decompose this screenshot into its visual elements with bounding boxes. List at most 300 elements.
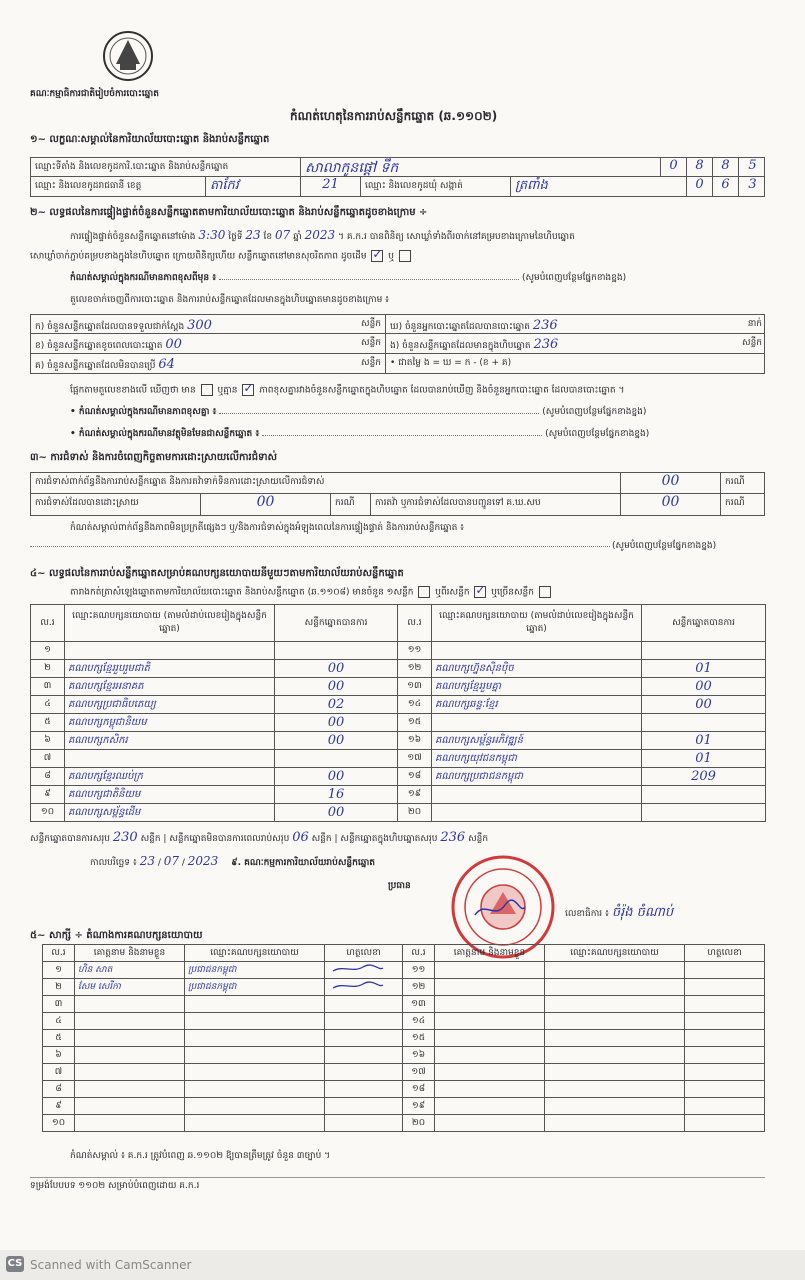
witness-name (435, 1098, 545, 1115)
counts-row-2 (30, 334, 765, 354)
province-code: 21 (301, 177, 361, 196)
table-row (31, 714, 766, 732)
witness-party (545, 962, 685, 979)
bullet2-line (70, 428, 760, 441)
witness-signature (685, 1064, 765, 1081)
unit-label: ករណី (725, 477, 745, 487)
party-name: គណបក្សប្រជាធិបតេយ្យ (65, 696, 275, 714)
bullet2-dots (262, 435, 542, 436)
col-no: ល.រ (398, 605, 432, 642)
document-title: កំណត់ហេតុនៃការរាប់សន្លឹកឆ្នោត (ឆ.១១០២) (290, 109, 498, 123)
total-valid-value: 230 (112, 830, 138, 845)
witness-signature (325, 1064, 403, 1081)
witness-signature (325, 996, 403, 1013)
row-number: ១៩ (398, 786, 432, 804)
section4-title: ៤~ លទ្ធផលនៃការរាប់សន្លឹកឆ្នោតសម្រាប់គណបក្សនយោបាយនីមួយៗតាមការិយាល័យរាប់សន្លឹកឆ្នោត (30, 568, 404, 579)
seal-check-text: សោឃ្លាំចាក់ភ្ជាប់គម្របខាងក្នុងនៃហិបឆ្នោត ក្រោយពិនិត្យហើយ សន្លឹកឆ្នោតនៅមានសុចរិតភាព ដូចដើម (30, 251, 367, 262)
row-number: ១១ (398, 642, 432, 660)
table-row (31, 786, 766, 804)
camscanner-icon: CS (6, 1256, 24, 1272)
col-party: ឈ្មោះគណបក្សនយោបាយ (545, 945, 685, 962)
row-number: ២០ (398, 804, 432, 822)
final-note: កំណត់សម្គាល់ ៖ គ.ក.រ ត្រូវបំពេញ ឆ.១១០២ ឱ្យបានត្រឹមត្រូវ ចំនួន ៣ច្បាប់ ។ (70, 1151, 331, 1161)
commune-value: ត្រពាំង (511, 177, 687, 196)
commune-code-digit: 6 (713, 177, 739, 196)
unit-label: សន្លឹក (361, 358, 381, 368)
counts-intro: តួលេខចាក់ចេញពីការបោះឆ្នោត និងការរាប់សន្លឹកឆ្នោតដែលមានក្នុងហិបឆ្នោតមានដូចខាងក្រោម ៖ (70, 295, 390, 305)
party-name: គណបក្សហ្វ៊ុនស៊ិនប៉ិច (432, 660, 642, 678)
no-difference-checkbox[interactable] (242, 384, 254, 396)
unit-label: សន្លឹក (361, 319, 381, 329)
unused-ballots (31, 354, 386, 373)
table-row (31, 678, 766, 696)
row-number: ១៧ (398, 750, 432, 768)
witness-signature (685, 1030, 765, 1047)
witness-name (75, 1064, 185, 1081)
witness-party (545, 1064, 685, 1081)
commune-label: ឈ្មោះ និងលេខកូដឃុំ សង្កាត់ (361, 177, 511, 196)
party-votes (275, 750, 398, 768)
party-name (432, 642, 642, 660)
party-votes: 16 (275, 786, 398, 804)
witness-party (185, 1030, 325, 1047)
witness-name (435, 962, 545, 979)
section1-title: ១~ លក្ខណៈសម្គាល់នៃការិយាល័យបោះឆ្នោត និងរាប់សន្លឹកឆ្នោត (30, 134, 270, 145)
witness-party (545, 979, 685, 996)
bullet2-label: • កំណត់សម្គាល់ក្នុងករណីមានវត្ថុមិនមែនជាសន្លឹកឆ្នោត ៖ (70, 429, 260, 439)
table-row (43, 1081, 765, 1098)
table-row (43, 1047, 765, 1064)
witness-name (435, 1013, 545, 1030)
row-number: ២ (31, 660, 65, 678)
location-value: សាលាកូនផ្តៅ ទឹក (301, 158, 661, 176)
party-votes: 02 (275, 696, 398, 714)
spoiled-value: 00 (165, 337, 182, 352)
totals-line: សន្លឹកឆ្នោតបានការសរុប 230 សន្លឹក | សន្លឹកឆ្នោតមិនបានការពេលរាប់សរុប 06 សន្លឹក | សន្លឹកឆ្នោតក្នុងហិបឆ្នោតសរុប 236 សន្លឹក (30, 830, 489, 845)
committee-name: គណៈកម្មាធិការជាតិរៀបចំការបោះឆ្នោត (30, 89, 159, 99)
resolved-label: ការជំទាស់ដែលបានដោះស្រាយ (31, 494, 201, 515)
counts-row-3 (30, 354, 765, 374)
witness-party (185, 1013, 325, 1030)
discrepancy-text: ផ្អែកតាមតួលេខខាងលើ ឃើញថា មាន (70, 385, 196, 396)
witness-name (75, 1013, 185, 1030)
received-ballots (31, 315, 386, 333)
verification-day: 23 (245, 228, 261, 242)
form-footer: ទម្រង់បែបបទ ១១០២ សម្រាប់បំពេញដោយ គ.ក.រ (30, 1177, 765, 1193)
witness-party (545, 1098, 685, 1115)
verification-text-tail: ។ គ.ក.រ បានពិនិត្យ សោឃ្លាំទាំងពីរចាក់នៅគម្របខាងក្រោមនៃហិបឆ្នោត (338, 232, 575, 242)
col-no: ល.រ (31, 605, 65, 642)
received-value: 300 (187, 318, 212, 333)
row-number: ៦ (43, 1047, 75, 1064)
difference-note-dots (219, 279, 519, 280)
party-name (432, 714, 642, 732)
row-number: ១ (43, 962, 75, 979)
row-number: ១០ (31, 804, 65, 822)
table-row (31, 732, 766, 750)
party-votes: 00 (275, 714, 398, 732)
year-label: ឆ្នាំ (293, 232, 302, 242)
witness-signature (685, 979, 765, 996)
row-number: ១៥ (403, 1030, 435, 1047)
total-invalid-value: 06 (292, 830, 309, 845)
witness-name (435, 1030, 545, 1047)
witness-party (185, 1115, 325, 1132)
col-sign: ហត្ថលេខា (685, 945, 765, 962)
unit-label: ករណី (725, 498, 745, 508)
resolved-value: 00 (201, 494, 331, 515)
total-box-label: សន្លឹកឆ្នោតក្នុងហិបឆ្នោតសរុប (340, 834, 438, 844)
spoiled-ballots (31, 334, 386, 353)
party-votes: 00 (275, 732, 398, 750)
party-name (65, 642, 275, 660)
party-name: គណបក្សយុវជនកម្ពុជា (432, 750, 642, 768)
location-row (30, 157, 765, 177)
witness-name (435, 1064, 545, 1081)
two-sheets-checkbox[interactable] (474, 586, 486, 598)
verification-time: 3:30 (198, 228, 226, 242)
party-votes: 00 (642, 696, 766, 714)
witness-signature (325, 1081, 403, 1098)
chair-label: ប្រធាន (388, 881, 411, 891)
unused-value: 64 (158, 357, 175, 372)
table-row (43, 996, 765, 1013)
unit-label: ករណី (331, 494, 371, 515)
chair-signature (470, 895, 530, 925)
commune-code-digit: 0 (687, 177, 713, 196)
row-number: ១៦ (398, 732, 432, 750)
witness-signature (325, 1098, 403, 1115)
row-number: ៣ (31, 678, 65, 696)
date-label: កាលបរិច្ឆេទ ៖ (90, 858, 137, 868)
witness-signature (325, 1030, 403, 1047)
results-header-row (31, 605, 766, 642)
table-row (43, 1098, 765, 1115)
fill-note: (សូមបំពេញបន្ថែមផ្នែកខាងខ្នង) (612, 541, 717, 551)
date-sign-line: កាលបរិច្ឆេទ ៖ 23 / 07 / 2023 ៩. គណៈកម្មការការិយាល័យរាប់សន្លឹកឆ្នោត (90, 854, 375, 868)
date-month: 07 (163, 854, 180, 868)
objections-value: 00 (621, 473, 721, 493)
row-number: ៧ (31, 750, 65, 768)
party-votes (642, 804, 766, 822)
forwarded-value: 00 (621, 494, 721, 515)
unit-label: សន្លឹក (311, 834, 332, 844)
col-name: គោត្តនាម និងនាមខ្លួន (435, 945, 545, 962)
voted-label: ឃ) ចំនួនអ្នកបោះឆ្នោតដែលបានបោះឆ្នោត (390, 322, 530, 332)
party-name: គណបក្សជាតិនិយម (65, 786, 275, 804)
seal-check-line (30, 250, 413, 264)
total-valid-label: សន្លឹកឆ្នោតបានការសរុប (30, 834, 110, 844)
row-number: ៩ (31, 786, 65, 804)
witness-header-row (43, 945, 765, 962)
in-box-label: ង) ចំនួនសន្លឹកឆ្នោតដែលមានក្នុងហិបឆ្នោត (390, 341, 531, 351)
party-name: គណបក្សខ្មែររួបរួមជាតិ (65, 660, 275, 678)
objections-row-1 (30, 472, 765, 494)
party-votes: 01 (642, 660, 766, 678)
witness-party (185, 996, 325, 1013)
witness-signature (325, 1013, 403, 1030)
col-party: ឈ្មោះគណបក្សនយោបាយ (តាមលំដាប់លេខរៀងក្នុងសន្លឹកឆ្នោត) (65, 605, 275, 642)
verification-line (70, 228, 575, 244)
witness-name (75, 1115, 185, 1132)
tally-sheet-line (70, 586, 553, 600)
party-votes (642, 642, 766, 660)
col-no: ល.រ (43, 945, 75, 962)
col-party: ឈ្មោះគណបក្សនយោបាយ (185, 945, 325, 962)
table-row (31, 642, 766, 660)
row-number: ៣ (43, 996, 75, 1013)
location-code-digit: 8 (713, 158, 739, 176)
witness-name (435, 1047, 545, 1064)
witness-signature (325, 979, 403, 996)
witness-name (435, 979, 545, 996)
witness-name (435, 1081, 545, 1098)
province-row (30, 177, 765, 197)
unit-label: សន្លឹក (361, 338, 381, 348)
secretary-label: លេខាធិការ (565, 909, 603, 919)
witness-party (545, 1081, 685, 1098)
party-votes: 00 (275, 768, 398, 786)
col-sign: ហត្ថលេខា (325, 945, 403, 962)
province-value: តាកែវ (206, 177, 301, 196)
many-sheets-label: ឬច្រើនសន្លឹក (491, 587, 534, 598)
party-name: គណបក្សសម្ព័ន្ធអភិវឌ្ឍន៍ (432, 732, 642, 750)
scanner-label: Scanned with CamScanner (30, 1258, 192, 1272)
party-name: គណបក្សកម្ពុជានិយម (65, 714, 275, 732)
section2-title: ២~ លទ្ធផលនៃការផ្ទៀងផ្ទាត់ចំនួនសន្លឹកឆ្នោតតាមការិយាល័យបោះឆ្នោត និងរាប់សន្លឹកឆ្នោតដូចខាងក្រោម ÷ (30, 207, 428, 218)
scanner-footer (0, 1250, 805, 1280)
witness-party (545, 1013, 685, 1030)
party-votes: 00 (275, 678, 398, 696)
location-code-digit: 0 (661, 158, 687, 176)
party-name (432, 804, 642, 822)
irregularities-dots (30, 538, 610, 547)
col-name: គោត្តនាម និងនាមខ្លួន (75, 945, 185, 962)
party-name: គណបក្សសម្ព័ន្ធដើម (65, 804, 275, 822)
row-number: ១៤ (398, 696, 432, 714)
witness-signature (325, 962, 403, 979)
one-sheet-checkbox[interactable] (418, 586, 430, 598)
row-number: ៥ (31, 714, 65, 732)
date-day: 23 (139, 854, 155, 868)
verification-year: 2023 (304, 228, 336, 242)
section5-title: ៥~ សាក្សី ÷ តំណាងការគណបក្សនយោបាយ (30, 930, 203, 941)
objections-label: ការជំទាស់ពាក់ព័ន្ធនឹងការរាប់សន្លឹកឆ្នោត និងការតវ៉ាទាក់ទិនការដោះស្រាយលើការជំទាស់ (31, 473, 621, 493)
row-number: ៨ (43, 1081, 75, 1098)
witness-party (185, 1098, 325, 1115)
col-votes: សន្លឹកឆ្នោតបានការ (275, 605, 398, 642)
many-sheets-checkbox[interactable] (539, 586, 551, 598)
party-votes (642, 786, 766, 804)
unused-label: គ) ចំនួនសន្លឹកឆ្នោតដែលមិនបានប្រើ (35, 361, 156, 371)
row-number: ១២ (398, 660, 432, 678)
party-votes: 01 (642, 750, 766, 768)
nec-emblem-logo (102, 28, 154, 84)
table-row (31, 768, 766, 786)
location-label: ឈ្មោះទីតាំង និងលេខកូដការិ.បោះឆ្នោត និងរាប់សន្លឹកឆ្នោត (31, 158, 301, 176)
witness-party (185, 1081, 325, 1098)
witness-signature (685, 1047, 765, 1064)
row-number: ៥ (43, 1030, 75, 1047)
seal-not-intact-checkbox[interactable] (399, 250, 411, 262)
witness-name (75, 1030, 185, 1047)
signature-scribble (328, 963, 388, 975)
party-results-table (30, 604, 766, 822)
witness-name: ហិន សាត (75, 962, 185, 979)
row-number: ៤ (43, 1013, 75, 1030)
no-difference-label: ឬគ្មាន (217, 385, 238, 396)
party-name (432, 786, 642, 804)
witness-party (545, 1047, 685, 1064)
row-number: ២០ (403, 1115, 435, 1132)
ballots-in-box (386, 334, 766, 353)
witness-signature (685, 1098, 765, 1115)
difference-note-line (70, 272, 760, 285)
witness-party: ប្រជាជនកម្ពុជា (185, 962, 325, 979)
witness-signature (325, 1047, 403, 1064)
row-number: ៦ (31, 732, 65, 750)
location-code-digit: 5 (748, 158, 757, 173)
witness-party (185, 1047, 325, 1064)
row-number: ១៦ (403, 1047, 435, 1064)
or-label: ឬ (388, 251, 395, 262)
total-box-value: 236 (440, 830, 466, 845)
month-label: ខែ (263, 232, 273, 242)
party-votes: 01 (642, 732, 766, 750)
witness-party (545, 1115, 685, 1132)
row-number: ១៣ (398, 678, 432, 696)
witness-name (75, 1047, 185, 1064)
committee-sign-label: ៩. គណៈកម្មការការិយាល័យរាប់សន្លឹកឆ្នោត (231, 858, 375, 868)
secretary-name: ចំរ៉ុង ចំណាប់ (611, 905, 674, 920)
irregularities-note: កំណត់សម្គាល់ពាក់ព័ន្ធនឹងភាពមិនប្រក្រតីផ្សេងៗ ឬ/និងការជំទាស់ក្នុងអំឡុងពេលនៃការផ្ទៀងផ្ទាត់ និងការរាប់សន្លឹកឆ្នោត ៖ (70, 523, 465, 533)
in-box-value: 236 (533, 337, 559, 352)
section3-title: ៣~ ការជំទាស់ និងការចំពេញកិច្ចតាមការដោះស្រាយលើការជំទាស់ (30, 452, 278, 463)
witness-signature (685, 1081, 765, 1098)
verification-month: 07 (275, 228, 291, 242)
table-row (43, 962, 765, 979)
witness-name (435, 996, 545, 1013)
received-label: ក) ចំនួនសន្លឹកឆ្នោតដែលបានទទួលជាក់ស្តែង (35, 322, 185, 332)
table-row (43, 979, 765, 996)
witness-signature (685, 1013, 765, 1030)
party-name: គណបក្សខ្មែរអនាគត (65, 678, 275, 696)
witness-signature (685, 996, 765, 1013)
col-party: ឈ្មោះគណបក្សនយោបាយ (តាមលំដាប់លេខរៀងក្នុងសន្លឹកឆ្នោត) (432, 605, 642, 642)
row-number: ១៣ (403, 996, 435, 1013)
party-name (65, 750, 275, 768)
row-number: ១៨ (398, 768, 432, 786)
voters-voted (386, 315, 766, 333)
fill-note: (សូមបំពេញបន្ថែមផ្នែកខាងខ្នង) (521, 273, 627, 283)
table-row (31, 804, 766, 822)
table-row (43, 1013, 765, 1030)
formula: • ជាតម្លៃ ង = ឃ = ក - (ខ + គ) (390, 358, 512, 368)
spoiled-label: ខ) ចំនួនសន្លឹកឆ្នោតខូចពេលបោះឆ្នោត (35, 341, 163, 351)
witness-signature (685, 962, 765, 979)
witness-signature (325, 1115, 403, 1132)
unit-label: នាក់ (747, 319, 762, 329)
row-number: ១០ (43, 1115, 75, 1132)
party-name: គណបក្សប្រជាជនកម្ពុជា (432, 768, 642, 786)
row-number: ១១ (403, 962, 435, 979)
seal-intact-checkbox[interactable] (371, 250, 383, 262)
unit-label: សន្លឹក (742, 338, 762, 348)
witness-party (185, 1064, 325, 1081)
bullet1-label: • កំណត់សម្គាល់ក្នុងករណីមានភាពខុសគ្នា ៖ (70, 407, 217, 417)
row-number: ១៤ (403, 1013, 435, 1030)
unit-label: សន្លឹក (140, 834, 161, 844)
witness-signature (685, 1115, 765, 1132)
witness-name (75, 996, 185, 1013)
province-label: ឈ្មោះ និងលេខកូដរាជធានី ខេត្ត (31, 177, 206, 196)
party-votes: 00 (275, 804, 398, 822)
verification-text: ការផ្ទៀងផ្ទាត់ចំនួនសន្លឹកឆ្នោតនៅម៉ោង (70, 232, 196, 242)
row-number: ៧ (43, 1064, 75, 1081)
fill-note: (សូមបំពេញបន្ថែមផ្នែកខាងខ្នង) (542, 407, 647, 417)
row-number: ៩ (43, 1098, 75, 1115)
two-sheets-label: ឬពីរសន្លឹក (435, 587, 470, 598)
has-difference-checkbox[interactable] (201, 384, 213, 396)
party-name: គណបក្សកសិករ (65, 732, 275, 750)
col-votes: សន្លឹកឆ្នោតបានការ (642, 605, 766, 642)
row-number: ១២ (403, 979, 435, 996)
fill-note: (សូមបំពេញបន្ថែមផ្នែកខាងខ្នង) (545, 429, 650, 439)
voted-value: 236 (532, 318, 558, 333)
party-votes (642, 714, 766, 732)
secretary-line: លេខាធិការ ៖ ចំរ៉ុង ចំណាប់ (565, 905, 674, 920)
witness-name (75, 1081, 185, 1098)
objections-row-2 (30, 494, 765, 516)
row-number: ១ (31, 642, 65, 660)
signature-scribble (328, 980, 388, 992)
party-name: គណបក្សខ្មែរឈប់ក្រ (65, 768, 275, 786)
location-code-digit: 8 (687, 158, 713, 176)
row-number: ៨ (31, 768, 65, 786)
discrepancy-text-tail: ភាពខុសគ្នារវាងចំនួនសន្លឹកឆ្នោតក្នុងហិបឆ្នោត ដែលបានរាប់ឃើញ និងចំនួនអ្នកបោះឆ្នោត ដែលបានបោះឆ្នោត ។ (259, 385, 625, 396)
day-label: ថ្ងៃទី (228, 232, 243, 242)
party-votes: 00 (275, 660, 398, 678)
col-no: ល.រ (403, 945, 435, 962)
party-name: គណបក្សឆន្ទៈខ្មែរ (432, 696, 642, 714)
table-row (43, 1115, 765, 1132)
table-row (31, 696, 766, 714)
row-number: ២ (43, 979, 75, 996)
discrepancy-line (70, 384, 624, 398)
row-number: ១៩ (403, 1098, 435, 1115)
witness-name (75, 1098, 185, 1115)
row-number: ៤ (31, 696, 65, 714)
difference-note-label: កំណត់សម្គាល់ក្នុងករណីមានភាពខុសពីមុន ៖ (70, 273, 217, 283)
bullet1-line (70, 406, 760, 419)
row-number: ១៧ (403, 1064, 435, 1081)
row-number: ១៥ (398, 714, 432, 732)
unit-label: សន្លឹក (468, 834, 489, 844)
table-row (31, 660, 766, 678)
witness-party (545, 996, 685, 1013)
party-votes: 00 (642, 678, 766, 696)
table-row (31, 750, 766, 768)
counts-row-1 (30, 314, 765, 334)
party-votes: 209 (642, 768, 766, 786)
party-name: គណបក្សខ្មែររួមគ្នា (432, 678, 642, 696)
witness-party: ប្រជាជនកម្ពុជា (185, 979, 325, 996)
party-votes (275, 642, 398, 660)
forwarded-label: ការតវ៉ា ឬការជំទាស់ដែលបានបញ្ជូនទៅ គ.ឃ.សប (371, 494, 621, 515)
bullet1-dots (219, 413, 539, 414)
tally-intro: តារាងកត់ត្រាសំឡេងឆ្នោតតាមការិយាល័យបោះឆ្នោត និងរាប់សន្លឹកឆ្នោត (ឆ.១១០៨) មានចំនួន ១សន្លឹក (70, 587, 414, 598)
date-year: 2023 (187, 854, 219, 868)
